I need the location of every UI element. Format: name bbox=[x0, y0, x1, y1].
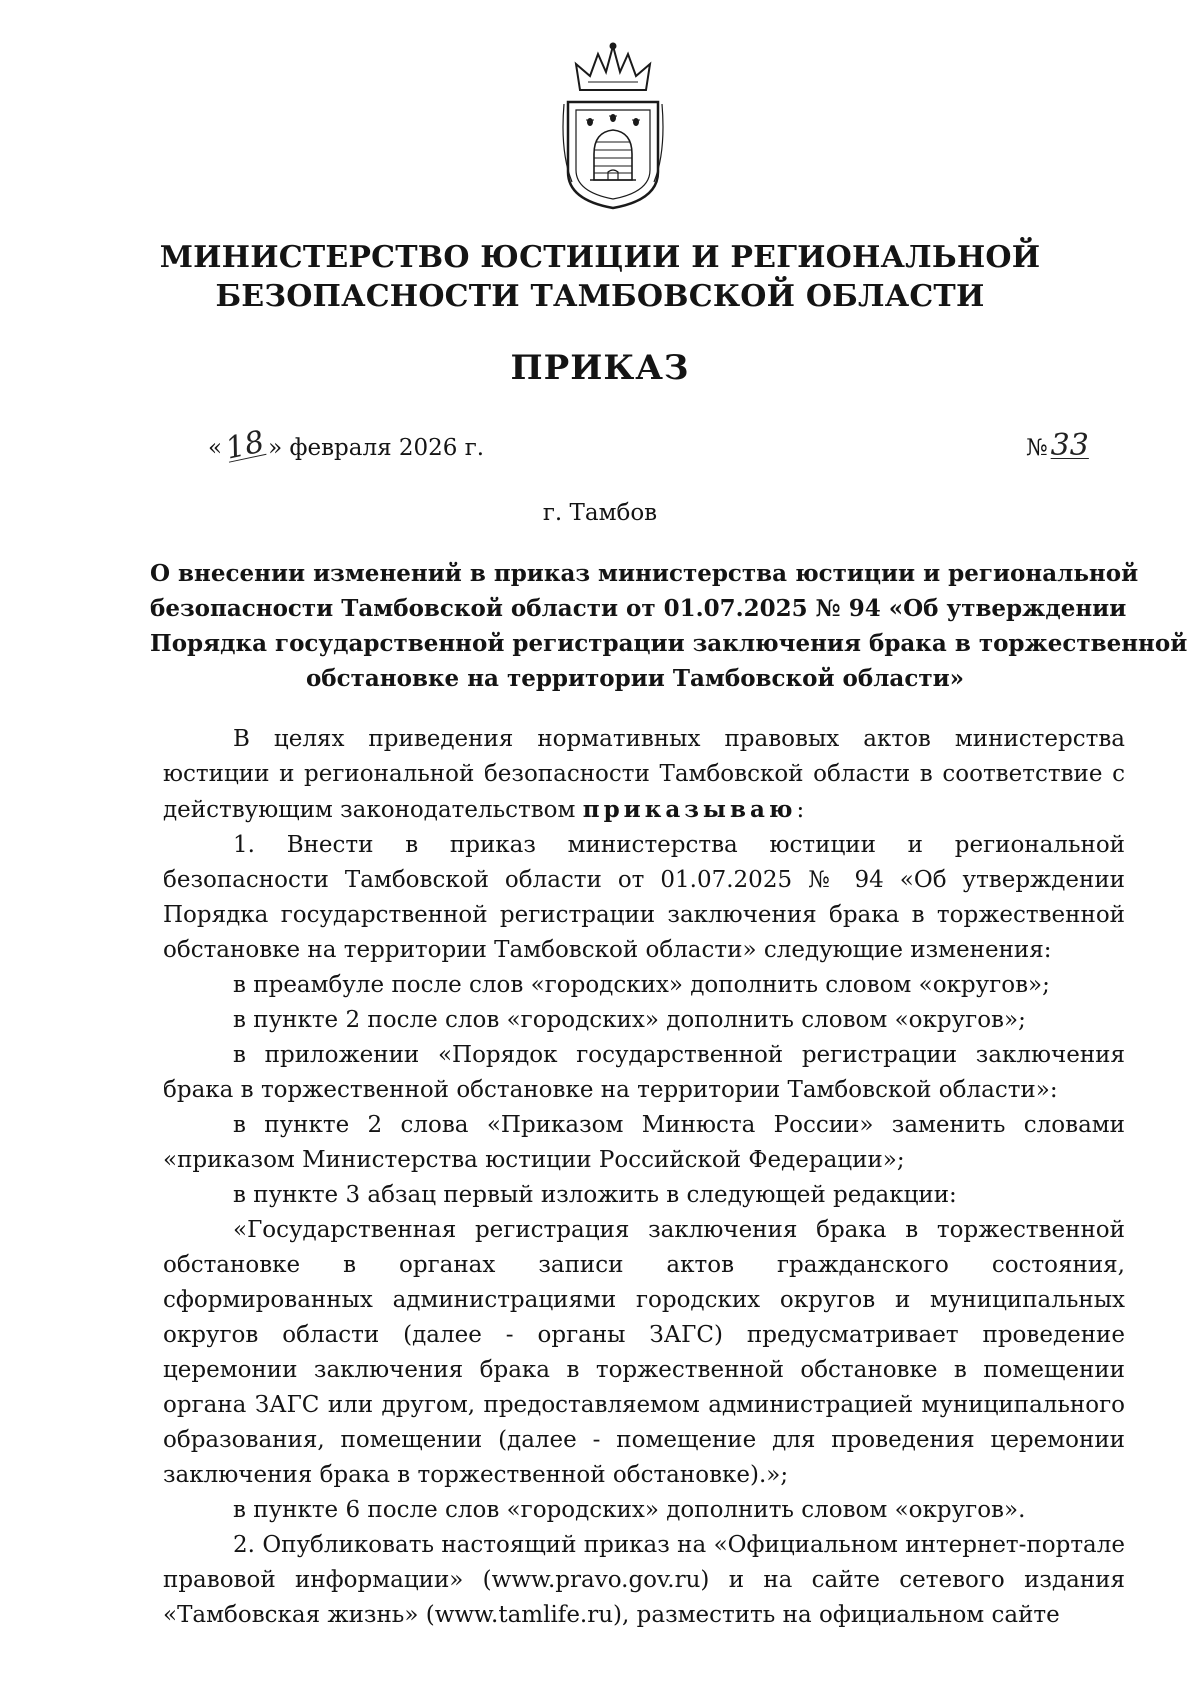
title-line3: Порядка государственной регистрации заключения брака в торжественной bbox=[150, 630, 1188, 657]
coat-of-arms-emblem bbox=[558, 42, 668, 212]
paragraph-appendix-point6: в пункте 6 после слов «городских» дополнить словом «округов». bbox=[233, 1497, 1026, 1523]
document-title bbox=[150, 556, 1188, 696]
document-date bbox=[208, 424, 485, 467]
document-number bbox=[1026, 428, 1092, 463]
paragraph-preamble bbox=[163, 722, 1125, 828]
preamble-colon: : bbox=[796, 797, 805, 823]
number-sign: № bbox=[1026, 435, 1048, 461]
paragraph-point2-change: в пункте 2 после слов «городских» дополнить словом «округов»; bbox=[233, 1007, 1026, 1033]
ministry-name-line2: БЕЗОПАСНОСТИ ТАМБОВСКОЙ ОБЛАСТИ bbox=[215, 279, 985, 314]
ministry-name bbox=[0, 238, 1200, 316]
city: г. Тамбов bbox=[542, 500, 658, 526]
title-line2: безопасности Тамбовской области от 01.07.2025 № 94 «Об утверждении bbox=[150, 595, 1127, 622]
paragraph-new-wording: «Государственная регистрация заключения брака в торжественной обстановке в органах записи актов гражданского состояния, сформированных администрациями городских округов и муниципальных округов области (далее - органы ЗАГС) предусматривает проведение церемонии заключения брака в торжественной обстановке в помещении органа ЗАГС или другом, предоставляемом администрацией муниципального образования, помещении (далее - помещение для проведения церемонии заключения брака в торжественной обстановке).»; bbox=[163, 1217, 1125, 1488]
document-type: ПРИКАЗ bbox=[510, 348, 690, 388]
order-word: приказываю bbox=[582, 796, 797, 823]
paragraph-appendix: в приложении «Порядок государственной регистрации заключения брака в торжественной обстановке на территории Тамбовской области»: bbox=[163, 1042, 1125, 1103]
paragraph-preamble-change: в преамбуле после слов «городских» дополнить словом «округов»; bbox=[233, 972, 1050, 998]
paragraph-appendix-point2: в пункте 2 слова «Приказом Минюста России» заменить словами «приказом Министерства юстиции Российской Федерации»; bbox=[163, 1112, 1125, 1173]
document-body bbox=[163, 722, 1125, 1633]
paragraph-item-2: 2. Опубликовать настоящий приказ на «Официальном интернет-портале правовой информации» (www.pravo.gov.ru) и на сайте сетевого издания «Тамбовская жизнь» (www.tamlife.ru), разместить на официальном сайте bbox=[163, 1532, 1125, 1628]
date-open-quote: « bbox=[208, 435, 223, 461]
paragraph-item-1: 1. Внести в приказ министерства юстиции и региональной безопасности Тамбовской области от 01.07.2025 № 94 «Об утверждении Порядка государственной регистрации заключения брака в торжественной обстановке на территории Тамбовской области» следующие изменения: bbox=[163, 832, 1125, 963]
preamble-text: В целях приведения нормативных правовых актов министерства юстиции и региональной безопасности Тамбовской области в соответствие с действующим законодательством bbox=[163, 726, 1125, 823]
ministry-name-line1: МИНИСТЕРСТВО ЮСТИЦИИ И РЕГИОНАЛЬНОЙ bbox=[159, 240, 1041, 275]
title-line4: обстановке на территории Тамбовской области» bbox=[305, 665, 965, 692]
title-line1: О внесении изменений в приказ министерства юстиции и региональной bbox=[150, 560, 1139, 587]
date-month-year: » февраля 2026 г. bbox=[268, 435, 485, 461]
number-handwritten: 33 bbox=[1050, 428, 1089, 463]
date-day-handwritten: 18 bbox=[222, 424, 268, 467]
paragraph-appendix-point3: в пункте 3 абзац первый изложить в следующей редакции: bbox=[233, 1182, 957, 1208]
